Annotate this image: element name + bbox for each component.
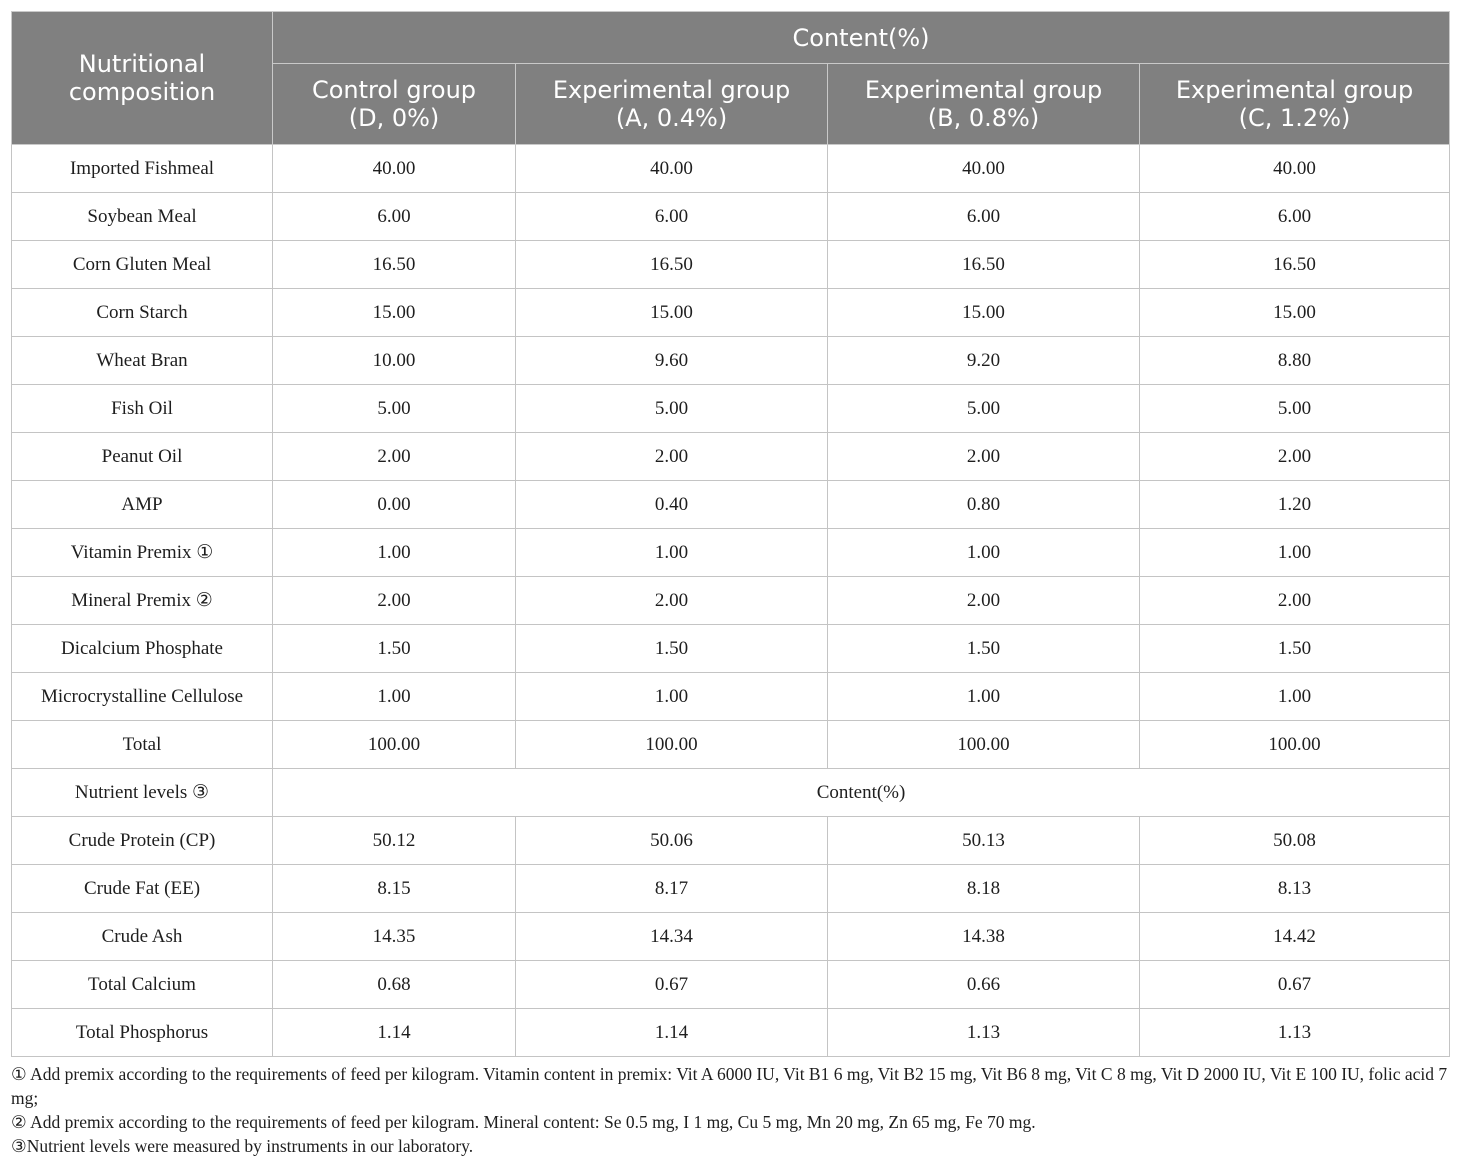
group-header-c: Experimental group (C, 1.2%) [1140, 64, 1450, 145]
cell-value: 50.08 [1140, 817, 1450, 865]
cell-value: 6.00 [1140, 193, 1450, 241]
cell-value: 1.14 [516, 1009, 828, 1057]
cell-value: 15.00 [1140, 289, 1450, 337]
cell-value: 1.50 [273, 625, 516, 673]
cell-value: 2.00 [828, 433, 1140, 481]
group-header-a: Experimental group (A, 0.4%) [516, 64, 828, 145]
cell-value: 1.20 [1140, 481, 1450, 529]
table-row [12, 577, 1450, 625]
row-label-header: Nutritional composition [12, 12, 273, 145]
cell-value: 50.13 [828, 817, 1140, 865]
cell-value: 15.00 [516, 289, 828, 337]
cell-value: 1.13 [1140, 1009, 1450, 1057]
cell-value: 14.35 [273, 913, 516, 961]
row-label: Peanut Oil [12, 433, 273, 481]
composition-table [11, 11, 1450, 1057]
cell-value: 0.66 [828, 961, 1140, 1009]
footnote-mineral: ② Add premix according to the requirements of feed per kilogram. Mineral content: Se 0.5 mg, I 1 mg, Cu 5 mg, Mn 20 mg, Zn 65 mg, Fe 70 mg. [11, 1112, 1036, 1132]
cell-value: 1.00 [1140, 529, 1450, 577]
cell-value: 1.00 [1140, 673, 1450, 721]
row-label: Crude Protein (CP) [12, 817, 273, 865]
table-row [12, 961, 1450, 1009]
table-row-total [12, 721, 1450, 769]
cell-value: 1.50 [516, 625, 828, 673]
cell-value: 40.00 [516, 145, 828, 193]
table-row [12, 337, 1450, 385]
row-label: Fish Oil [12, 385, 273, 433]
cell-value: 2.00 [516, 433, 828, 481]
cell-value: 8.15 [273, 865, 516, 913]
table-body [12, 145, 1450, 1057]
row-label: Crude Ash [12, 913, 273, 961]
cell-value: 14.38 [828, 913, 1140, 961]
content-header: Content(%) [273, 12, 1450, 64]
group-header-b: Experimental group (B, 0.8%) [828, 64, 1140, 145]
cell-value: 1.00 [516, 529, 828, 577]
table-row [12, 145, 1450, 193]
cell-value: 10.00 [273, 337, 516, 385]
nutrient-content-label: Content(%) [273, 769, 1450, 817]
cell-value: 1.50 [1140, 625, 1450, 673]
cell-value: 0.80 [828, 481, 1140, 529]
footnote-nutrient: ③Nutrient levels were measured by instruments in our laboratory. [11, 1136, 474, 1156]
row-label: Corn Starch [12, 289, 273, 337]
cell-value: 5.00 [516, 385, 828, 433]
cell-value: 2.00 [828, 577, 1140, 625]
cell-value: 40.00 [1140, 145, 1450, 193]
cell-value: 50.12 [273, 817, 516, 865]
cell-value: 16.50 [273, 241, 516, 289]
cell-value: 1.00 [273, 673, 516, 721]
row-label: Total Calcium [12, 961, 273, 1009]
cell-value: 9.60 [516, 337, 828, 385]
row-label: Corn Gluten Meal [12, 241, 273, 289]
cell-value: 2.00 [1140, 577, 1450, 625]
cell-value: 40.00 [273, 145, 516, 193]
table-row [12, 817, 1450, 865]
row-label: Microcrystalline Cellulose [12, 673, 273, 721]
cell-value: 5.00 [828, 385, 1140, 433]
footnotes [11, 1062, 1451, 1158]
row-label: Total [12, 721, 273, 769]
cell-value: 8.13 [1140, 865, 1450, 913]
table-header [12, 12, 1450, 145]
cell-value: 1.00 [516, 673, 828, 721]
footnote-vitamin: ① Add premix according to the requirements of feed per kilogram. Vitamin content in premix: Vit A 6000 IU, Vit B1 6 mg, Vit B2 15 mg, Vit B6 8 mg, Vit C 8 mg, Vit D 2000 IU, Vit E 100 IU, folic acid 7 mg; [11, 1064, 1448, 1108]
cell-value: 0.40 [516, 481, 828, 529]
table-row [12, 529, 1450, 577]
cell-value: 1.50 [828, 625, 1140, 673]
nutrient-levels-label: Nutrient levels ③ [12, 769, 273, 817]
cell-value: 14.34 [516, 913, 828, 961]
cell-value: 15.00 [273, 289, 516, 337]
cell-value: 100.00 [828, 721, 1140, 769]
table-row [12, 481, 1450, 529]
cell-value: 8.18 [828, 865, 1140, 913]
cell-value: 0.67 [516, 961, 828, 1009]
row-label: Total Phosphorus [12, 1009, 273, 1057]
cell-value: 9.20 [828, 337, 1140, 385]
nutrient-levels-header-row [12, 769, 1450, 817]
cell-value: 1.00 [828, 673, 1140, 721]
cell-value: 16.50 [828, 241, 1140, 289]
cell-value: 2.00 [273, 433, 516, 481]
row-label: Mineral Premix ② [12, 577, 273, 625]
cell-value: 5.00 [273, 385, 516, 433]
table-row [12, 625, 1450, 673]
cell-value: 6.00 [516, 193, 828, 241]
cell-value: 15.00 [828, 289, 1140, 337]
cell-value: 14.42 [1140, 913, 1450, 961]
cell-value: 6.00 [828, 193, 1140, 241]
cell-value: 100.00 [1140, 721, 1450, 769]
table-row [12, 289, 1450, 337]
table-row [12, 241, 1450, 289]
row-label: Soybean Meal [12, 193, 273, 241]
cell-value: 8.80 [1140, 337, 1450, 385]
cell-value: 1.14 [273, 1009, 516, 1057]
cell-value: 1.13 [828, 1009, 1140, 1057]
row-label: AMP [12, 481, 273, 529]
composition-table-wrapper [11, 11, 1449, 1057]
row-label: Wheat Bran [12, 337, 273, 385]
table-row [12, 913, 1450, 961]
cell-value: 100.00 [516, 721, 828, 769]
cell-value: 5.00 [1140, 385, 1450, 433]
table-row [12, 673, 1450, 721]
row-label: Vitamin Premix ① [12, 529, 273, 577]
cell-value: 2.00 [516, 577, 828, 625]
row-label: Dicalcium Phosphate [12, 625, 273, 673]
table-row [12, 193, 1450, 241]
table-row [12, 1009, 1450, 1057]
cell-value: 1.00 [273, 529, 516, 577]
cell-value: 100.00 [273, 721, 516, 769]
cell-value: 0.00 [273, 481, 516, 529]
table-row [12, 385, 1450, 433]
cell-value: 0.68 [273, 961, 516, 1009]
header-row-top [12, 12, 1450, 64]
cell-value: 50.06 [516, 817, 828, 865]
cell-value: 0.67 [1140, 961, 1450, 1009]
row-label: Crude Fat (EE) [12, 865, 273, 913]
cell-value: 6.00 [273, 193, 516, 241]
cell-value: 2.00 [273, 577, 516, 625]
cell-value: 16.50 [516, 241, 828, 289]
row-label: Imported Fishmeal [12, 145, 273, 193]
cell-value: 16.50 [1140, 241, 1450, 289]
cell-value: 1.00 [828, 529, 1140, 577]
cell-value: 8.17 [516, 865, 828, 913]
group-header-control: Control group (D, 0%) [273, 64, 516, 145]
table-row [12, 433, 1450, 481]
cell-value: 40.00 [828, 145, 1140, 193]
table-row [12, 865, 1450, 913]
cell-value: 2.00 [1140, 433, 1450, 481]
